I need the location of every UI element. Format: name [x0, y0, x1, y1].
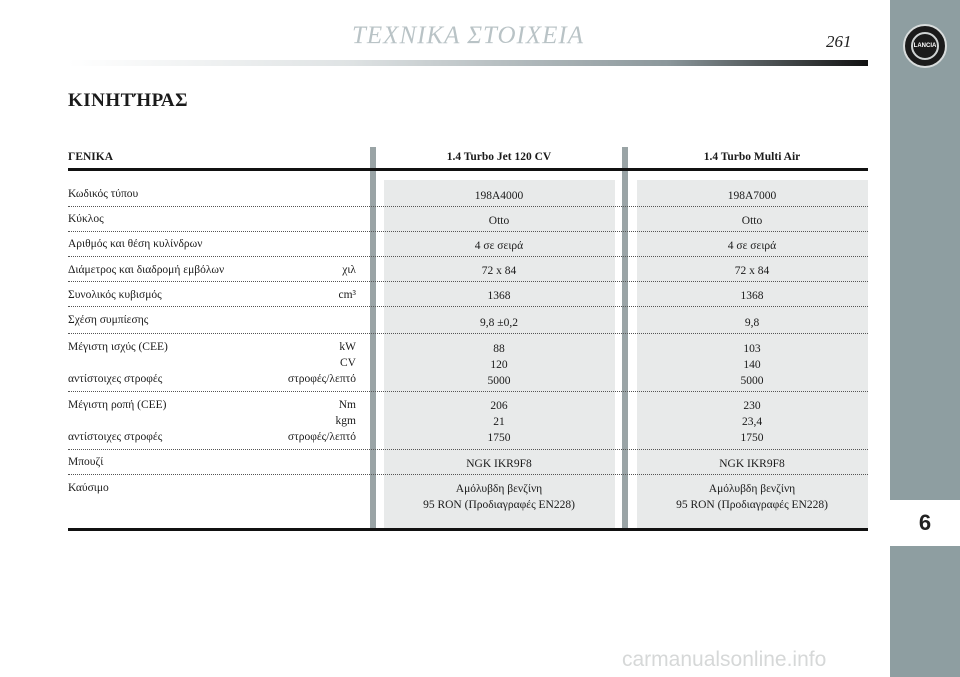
row-label: Κύκλος [68, 213, 104, 225]
row-unit: CV [340, 357, 356, 369]
row-separator [68, 474, 868, 475]
row-label: Διάμετρος και διαδρομή εμβόλων [68, 264, 225, 276]
row-unit: kW [339, 341, 356, 353]
value-col1: 1368 [487, 290, 511, 302]
value-col2: Αμόλυβδη βενζίνη [708, 483, 796, 495]
row-label: Κωδικός τύπου [68, 188, 139, 200]
row-unit: στροφές/λεπτό [287, 431, 356, 443]
row-unit: Nm [338, 399, 356, 411]
value-col1: 206 [490, 400, 508, 412]
header-title: ΤΕΧΝΙΚΑ ΣΤΟΙΧΕΙΑ [352, 22, 585, 49]
value-col2: 1750 [740, 432, 764, 444]
value-col2: 140 [743, 359, 761, 371]
chapter-tab[interactable]: 6 [890, 500, 960, 546]
row-label: Μέγιστη ισχύς (CEE) [68, 341, 168, 353]
value-col1: 9,8 ±0,2 [480, 317, 518, 329]
value-col1: 72 x 84 [481, 265, 517, 277]
row-label: Μπουζί [68, 456, 104, 468]
row-separator [68, 391, 868, 392]
row-unit: kgm [335, 415, 356, 427]
row-separator [68, 449, 868, 450]
value-col2: 72 x 84 [734, 265, 770, 277]
header-col2: 1.4 Turbo Multi Air [703, 151, 801, 163]
value-col1: 4 σε σειρά [474, 240, 524, 252]
row-separator [68, 281, 868, 282]
value-col1: NGK IKR9F8 [466, 458, 532, 470]
value-col1: 5000 [487, 375, 511, 387]
header-rule-thick [68, 168, 868, 171]
row-label: Συνολικός κυβισμός [68, 289, 162, 301]
row-label: Σχέση συμπίεσης [68, 314, 149, 326]
value-col2: 103 [743, 343, 761, 355]
lancia-logo-icon [903, 24, 947, 68]
value-col2: Otto [741, 215, 763, 227]
header-rule [68, 60, 868, 66]
row-sublabel: αντίστοιχες στροφές [68, 373, 163, 385]
row-separator [68, 256, 868, 257]
row-separator [68, 231, 868, 232]
row-sublabel: αντίστοιχες στροφές [68, 431, 163, 443]
value-col2: 95 RON (Προδιαγραφές EN228) [676, 499, 828, 511]
side-band [890, 0, 960, 677]
header-col1: 1.4 Turbo Jet 120 CV [446, 151, 552, 163]
value-col2: NGK IKR9F8 [719, 458, 785, 470]
section-title: ΚΙΝΗΤΉΡΑΣ [68, 90, 189, 111]
value-col2: 230 [743, 400, 761, 412]
value-col1: 95 RON (Προδιαγραφές EN228) [423, 499, 575, 511]
value-col1: 21 [493, 416, 505, 428]
value-col2: 4 σε σειρά [727, 240, 777, 252]
row-separator [68, 306, 868, 307]
value-col1: 88 [493, 343, 505, 355]
row-label: Μέγιστη ροπή (CEE) [68, 399, 167, 411]
page-number: 261 [826, 32, 852, 51]
watermark: carmanualsonline.info [622, 648, 827, 671]
header-general: ΓΕΝΙΚΑ [68, 151, 114, 163]
value-col1: 1750 [487, 432, 511, 444]
value-col2: 1368 [740, 290, 764, 302]
row-label: Αριθμός και θέση κυλίνδρων [68, 238, 203, 250]
row-label: Καύσιμο [68, 482, 109, 494]
row-unit: στροφές/λεπτό [287, 373, 356, 385]
value-col2: 23,4 [741, 416, 763, 428]
column-2-divider [622, 147, 628, 528]
value-col2: 9,8 [744, 317, 760, 329]
row-unit: cm³ [338, 289, 356, 301]
table-bottom-rule [68, 528, 868, 531]
row-separator [68, 333, 868, 334]
column-1-divider [370, 147, 376, 528]
value-col1: Otto [488, 215, 510, 227]
row-separator [68, 206, 868, 207]
value-col1: Αμόλυβδη βενζίνη [455, 483, 543, 495]
logo-text: LANCIA [911, 32, 939, 60]
value-col1: 198A4000 [474, 190, 524, 202]
value-col2: 198A7000 [727, 190, 777, 202]
row-unit: χιλ [342, 264, 356, 276]
value-col1: 120 [490, 359, 508, 371]
value-col2: 5000 [740, 375, 764, 387]
